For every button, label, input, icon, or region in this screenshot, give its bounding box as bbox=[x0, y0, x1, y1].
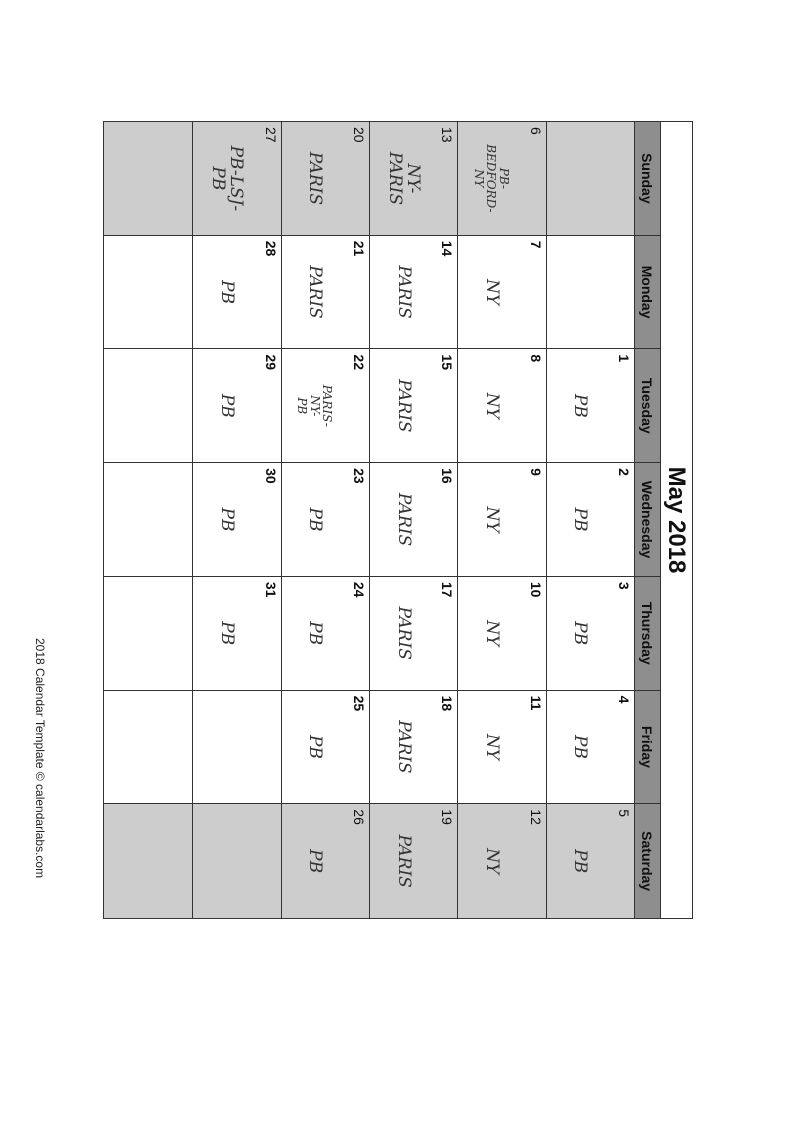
calendar-day-cell bbox=[369, 122, 457, 236]
handwritten-note: PARIS- NY- PB bbox=[295, 384, 335, 427]
day-number: 5 bbox=[616, 809, 632, 818]
handwritten-note: PARIS bbox=[393, 834, 414, 888]
day-number: 6 bbox=[527, 127, 544, 135]
handwritten-note: PB-LSJ- PB bbox=[208, 145, 246, 212]
day-number: 30 bbox=[262, 468, 279, 484]
handwritten-note: NY bbox=[481, 279, 502, 306]
handwritten-note: PB bbox=[305, 734, 326, 759]
handwritten-note: PB bbox=[216, 393, 237, 418]
weekday-header-sunday: Sunday bbox=[635, 122, 660, 236]
calendar-day-cell bbox=[457, 804, 545, 918]
calendar-day-cell bbox=[546, 349, 634, 463]
handwritten-note bbox=[197, 691, 254, 804]
day-number: 7 bbox=[527, 240, 544, 249]
calendar-day-cell bbox=[457, 122, 545, 236]
day-number: 1 bbox=[616, 354, 632, 363]
handwritten-note: PB bbox=[570, 734, 591, 759]
handwritten-note: PB bbox=[216, 621, 237, 646]
handwritten-note: PB bbox=[570, 849, 591, 874]
handwritten-note: PARIS bbox=[393, 492, 414, 547]
calendar-day-cell bbox=[457, 236, 545, 350]
handwritten-note: PB bbox=[305, 849, 326, 874]
day-number: 19 bbox=[439, 809, 456, 825]
handwritten-note: PARIS bbox=[305, 265, 326, 319]
calendar-day-cell bbox=[546, 463, 634, 577]
handwritten-note: PB bbox=[216, 507, 237, 532]
weekday-header-tuesday: Tuesday bbox=[635, 349, 660, 463]
calendar-day-cell bbox=[192, 691, 280, 805]
handwritten-note bbox=[108, 691, 166, 804]
handwritten-note: NY bbox=[481, 620, 502, 647]
handwritten-note: PB bbox=[570, 621, 591, 646]
day-number: 31 bbox=[262, 581, 279, 598]
calendar-day-cell bbox=[281, 463, 369, 577]
handwritten-note bbox=[108, 804, 166, 918]
handwritten-note: PB bbox=[570, 507, 591, 532]
handwritten-note: NY bbox=[481, 506, 502, 533]
footer-credit: 2018 Calendar Template © calendarlabs.com bbox=[33, 638, 47, 879]
day-number: 11 bbox=[527, 695, 544, 711]
handwritten-note: NY- PARIS bbox=[384, 151, 423, 206]
calendar-day-cell bbox=[369, 349, 457, 463]
calendar-day-cell bbox=[369, 577, 457, 691]
calendar-day-cell bbox=[546, 804, 634, 918]
handwritten-note: PB bbox=[570, 393, 591, 418]
day-number: 18 bbox=[439, 695, 456, 712]
handwritten-note: PB- BEDFORD- NY bbox=[471, 144, 511, 213]
calendar-day-cell bbox=[192, 804, 280, 918]
handwritten-note: NY bbox=[481, 848, 502, 875]
day-number: 12 bbox=[527, 809, 544, 825]
calendar-day-cell bbox=[104, 804, 192, 918]
handwritten-note: NY bbox=[481, 733, 502, 760]
calendar-day-cell bbox=[546, 122, 634, 236]
calendar-day-cell bbox=[546, 691, 634, 805]
day-number: 13 bbox=[439, 127, 456, 143]
weekday-header-monday: Monday bbox=[635, 236, 660, 350]
calendar-day-cell bbox=[546, 577, 634, 691]
weekday-header-row bbox=[634, 122, 660, 918]
calendar-day-cell bbox=[369, 691, 457, 805]
weekday-header-friday: Friday bbox=[635, 691, 660, 805]
day-number: 14 bbox=[439, 240, 456, 257]
day-number: 4 bbox=[616, 695, 632, 704]
calendar-day-cell bbox=[281, 236, 369, 350]
calendar-day-cell bbox=[546, 236, 634, 350]
handwritten-note bbox=[108, 463, 166, 576]
weekday-header-wednesday: Wednesday bbox=[635, 463, 660, 577]
day-number: 28 bbox=[262, 240, 279, 257]
calendar-day-cell bbox=[457, 577, 545, 691]
day-number: 10 bbox=[527, 581, 544, 598]
handwritten-note bbox=[108, 122, 166, 235]
calendar-day-cell bbox=[104, 236, 192, 350]
handwritten-note bbox=[108, 577, 166, 690]
calendar-day-cell bbox=[192, 463, 280, 577]
handwritten-note bbox=[108, 236, 166, 349]
day-number: 2 bbox=[616, 468, 632, 476]
handwritten-note bbox=[197, 804, 254, 918]
calendar-day-cell bbox=[281, 122, 369, 236]
day-number: 27 bbox=[262, 127, 279, 143]
calendar-day-cell bbox=[281, 804, 369, 918]
day-number: 22 bbox=[351, 354, 367, 370]
handwritten-note bbox=[108, 349, 166, 462]
weekday-header-saturday: Saturday bbox=[639, 831, 656, 892]
handwritten-note bbox=[551, 122, 608, 235]
handwritten-note: PARIS bbox=[393, 379, 414, 433]
calendar-day-cell bbox=[457, 691, 545, 805]
calendar-day-cell bbox=[192, 349, 280, 463]
handwritten-note: PB bbox=[305, 507, 326, 532]
calendar-day-cell bbox=[457, 349, 545, 463]
calendar-day-cell bbox=[192, 577, 280, 691]
day-number: 9 bbox=[527, 468, 544, 476]
handwritten-note: PARIS bbox=[393, 720, 414, 774]
calendar-day-cell bbox=[281, 577, 369, 691]
day-number: 15 bbox=[439, 354, 456, 370]
day-number: 21 bbox=[351, 240, 367, 257]
calendar-day-cell bbox=[104, 122, 192, 236]
day-number: 8 bbox=[527, 354, 544, 363]
day-number: 25 bbox=[351, 695, 367, 712]
handwritten-note: PARIS bbox=[393, 606, 414, 660]
day-number: 3 bbox=[616, 581, 632, 590]
day-number: 17 bbox=[439, 581, 456, 598]
day-number: 24 bbox=[351, 581, 367, 598]
calendar-day-cell bbox=[281, 349, 369, 463]
calendar-day-cell bbox=[104, 463, 192, 577]
calendar-title: May 2018 bbox=[660, 122, 692, 918]
calendar-sheet bbox=[103, 121, 693, 919]
handwritten-note bbox=[551, 236, 608, 349]
calendar-day-cell bbox=[104, 349, 192, 463]
calendar-day-cell bbox=[192, 122, 280, 236]
calendar-grid bbox=[104, 122, 634, 918]
day-number: 23 bbox=[351, 468, 367, 484]
day-number: 29 bbox=[262, 354, 279, 370]
calendar-day-cell bbox=[369, 463, 457, 577]
calendar-day-cell bbox=[104, 691, 192, 805]
handwritten-note: PB bbox=[216, 280, 237, 305]
day-number: 20 bbox=[351, 127, 367, 143]
calendar-day-cell bbox=[281, 691, 369, 805]
handwritten-note: PARIS bbox=[393, 265, 414, 319]
day-number: 26 bbox=[351, 809, 367, 825]
calendar-day-cell bbox=[369, 236, 457, 350]
calendar-day-cell bbox=[192, 236, 280, 350]
calendar-day-cell bbox=[369, 804, 457, 918]
handwritten-note: PARIS bbox=[305, 151, 326, 206]
handwritten-note: PB bbox=[305, 621, 326, 646]
weekday-header-thursday: Thursday bbox=[635, 577, 660, 691]
calendar-day-cell bbox=[457, 463, 545, 577]
handwritten-note: NY bbox=[481, 392, 502, 419]
day-number: 16 bbox=[439, 468, 456, 484]
calendar-day-cell bbox=[104, 577, 192, 691]
